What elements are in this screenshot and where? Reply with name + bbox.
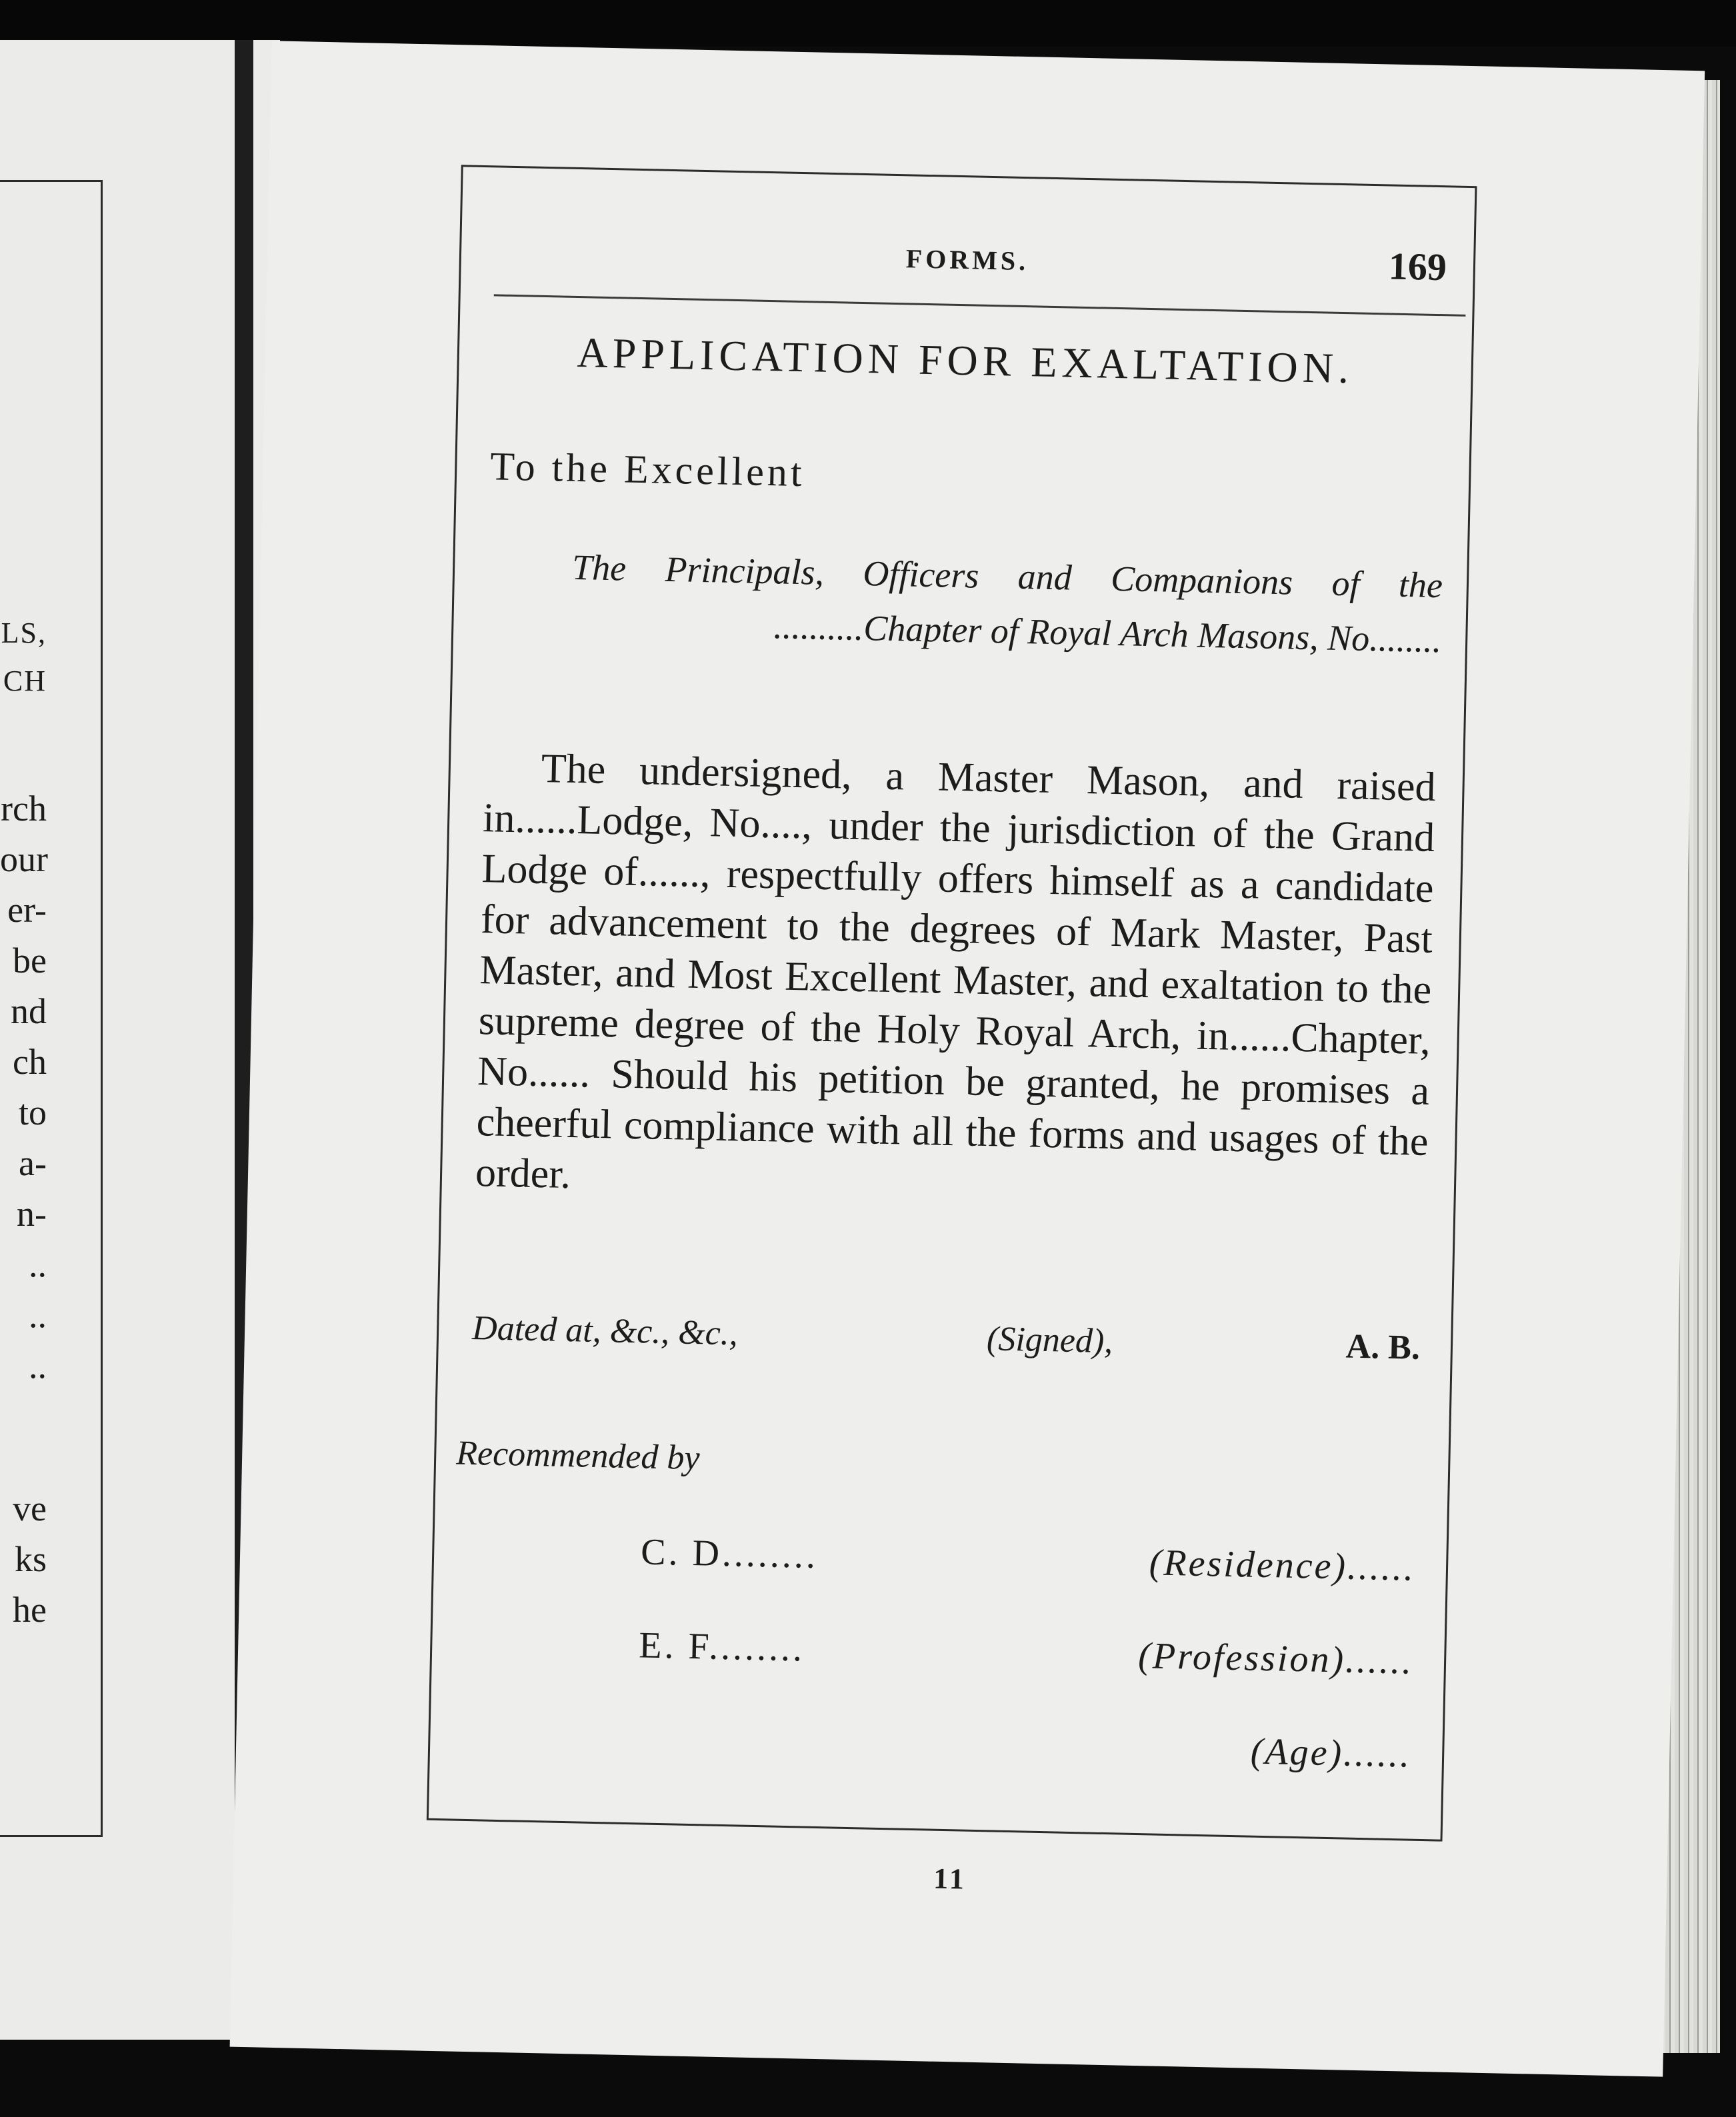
recommended-by-label: Recommended by bbox=[455, 1434, 701, 1478]
page-number: 169 bbox=[1388, 244, 1447, 289]
left-text-fragment: LS, bbox=[1, 617, 47, 649]
addressee bbox=[487, 538, 1443, 667]
petition-body: The undersigned, a Master Mason, and raised in......Lodge, No...., under the jurisdiction of the Grand Lodge of......, respectfully offers himself as a candidate for advancement to the degrees of Mark Master, Past Master, and Most Excellent Master, and exaltation to the supreme degree of the Holy Royal Arch, in......Chapter, No...... Should his petition be granted, he promises a cheerful compliance with all the forms and usages of the order. bbox=[475, 746, 1437, 1198]
left-text-fragment: .. bbox=[29, 1295, 47, 1335]
book-page bbox=[230, 41, 1705, 2076]
addressee-line: ..........Chapter of Royal Arch Masons, No........ bbox=[773, 606, 1442, 661]
salutation: To the Excellent bbox=[489, 444, 806, 495]
reference-field: (Profession)...... bbox=[1137, 1635, 1414, 1682]
left-text-fragment: rch bbox=[1, 789, 47, 829]
page-frame bbox=[427, 165, 1477, 1841]
header-rule bbox=[494, 294, 1466, 317]
left-text-fragment: n- bbox=[17, 1194, 47, 1234]
reference-row bbox=[471, 1620, 1413, 1694]
left-text-fragment: ve bbox=[13, 1488, 47, 1528]
reference-field: (Age)...... bbox=[1250, 1730, 1412, 1776]
signature-line bbox=[465, 1308, 1420, 1382]
left-text-fragment: a- bbox=[19, 1143, 47, 1183]
dated-label: Dated at, &c., &c., bbox=[471, 1309, 739, 1353]
reference-field: (Residence)...... bbox=[1149, 1542, 1416, 1589]
left-text-fragment: .. bbox=[29, 1346, 47, 1386]
left-text-fragment: ks bbox=[14, 1539, 47, 1579]
reference-name: C. D........ bbox=[640, 1531, 819, 1576]
left-text-fragment: er- bbox=[7, 890, 47, 930]
left-text-fragment: nd bbox=[11, 991, 47, 1031]
left-text-fragment: CH bbox=[3, 665, 47, 697]
signature-mark: 11 bbox=[933, 1862, 967, 1896]
applicant-initials: A. B. bbox=[1345, 1327, 1421, 1367]
left-text-fragment: our bbox=[0, 839, 48, 879]
left-text-fragment: be bbox=[13, 941, 47, 981]
reference-row bbox=[469, 1714, 1411, 1787]
reference-row bbox=[473, 1527, 1415, 1600]
signed-label: (Signed), bbox=[986, 1320, 1113, 1361]
left-text-fragment: .. bbox=[29, 1244, 47, 1284]
reference-name: E. F........ bbox=[638, 1624, 805, 1670]
running-head: FORMS. bbox=[905, 243, 1029, 277]
left-text-fragment: to bbox=[18, 1092, 47, 1132]
addressee-line: The Principals, Officers and Companions of the bbox=[571, 547, 1443, 606]
left-text-fragment: he bbox=[13, 1590, 47, 1630]
left-text-fragment: ch bbox=[13, 1042, 47, 1082]
form-title: APPLICATION FOR EXALTATION. bbox=[576, 328, 1354, 393]
